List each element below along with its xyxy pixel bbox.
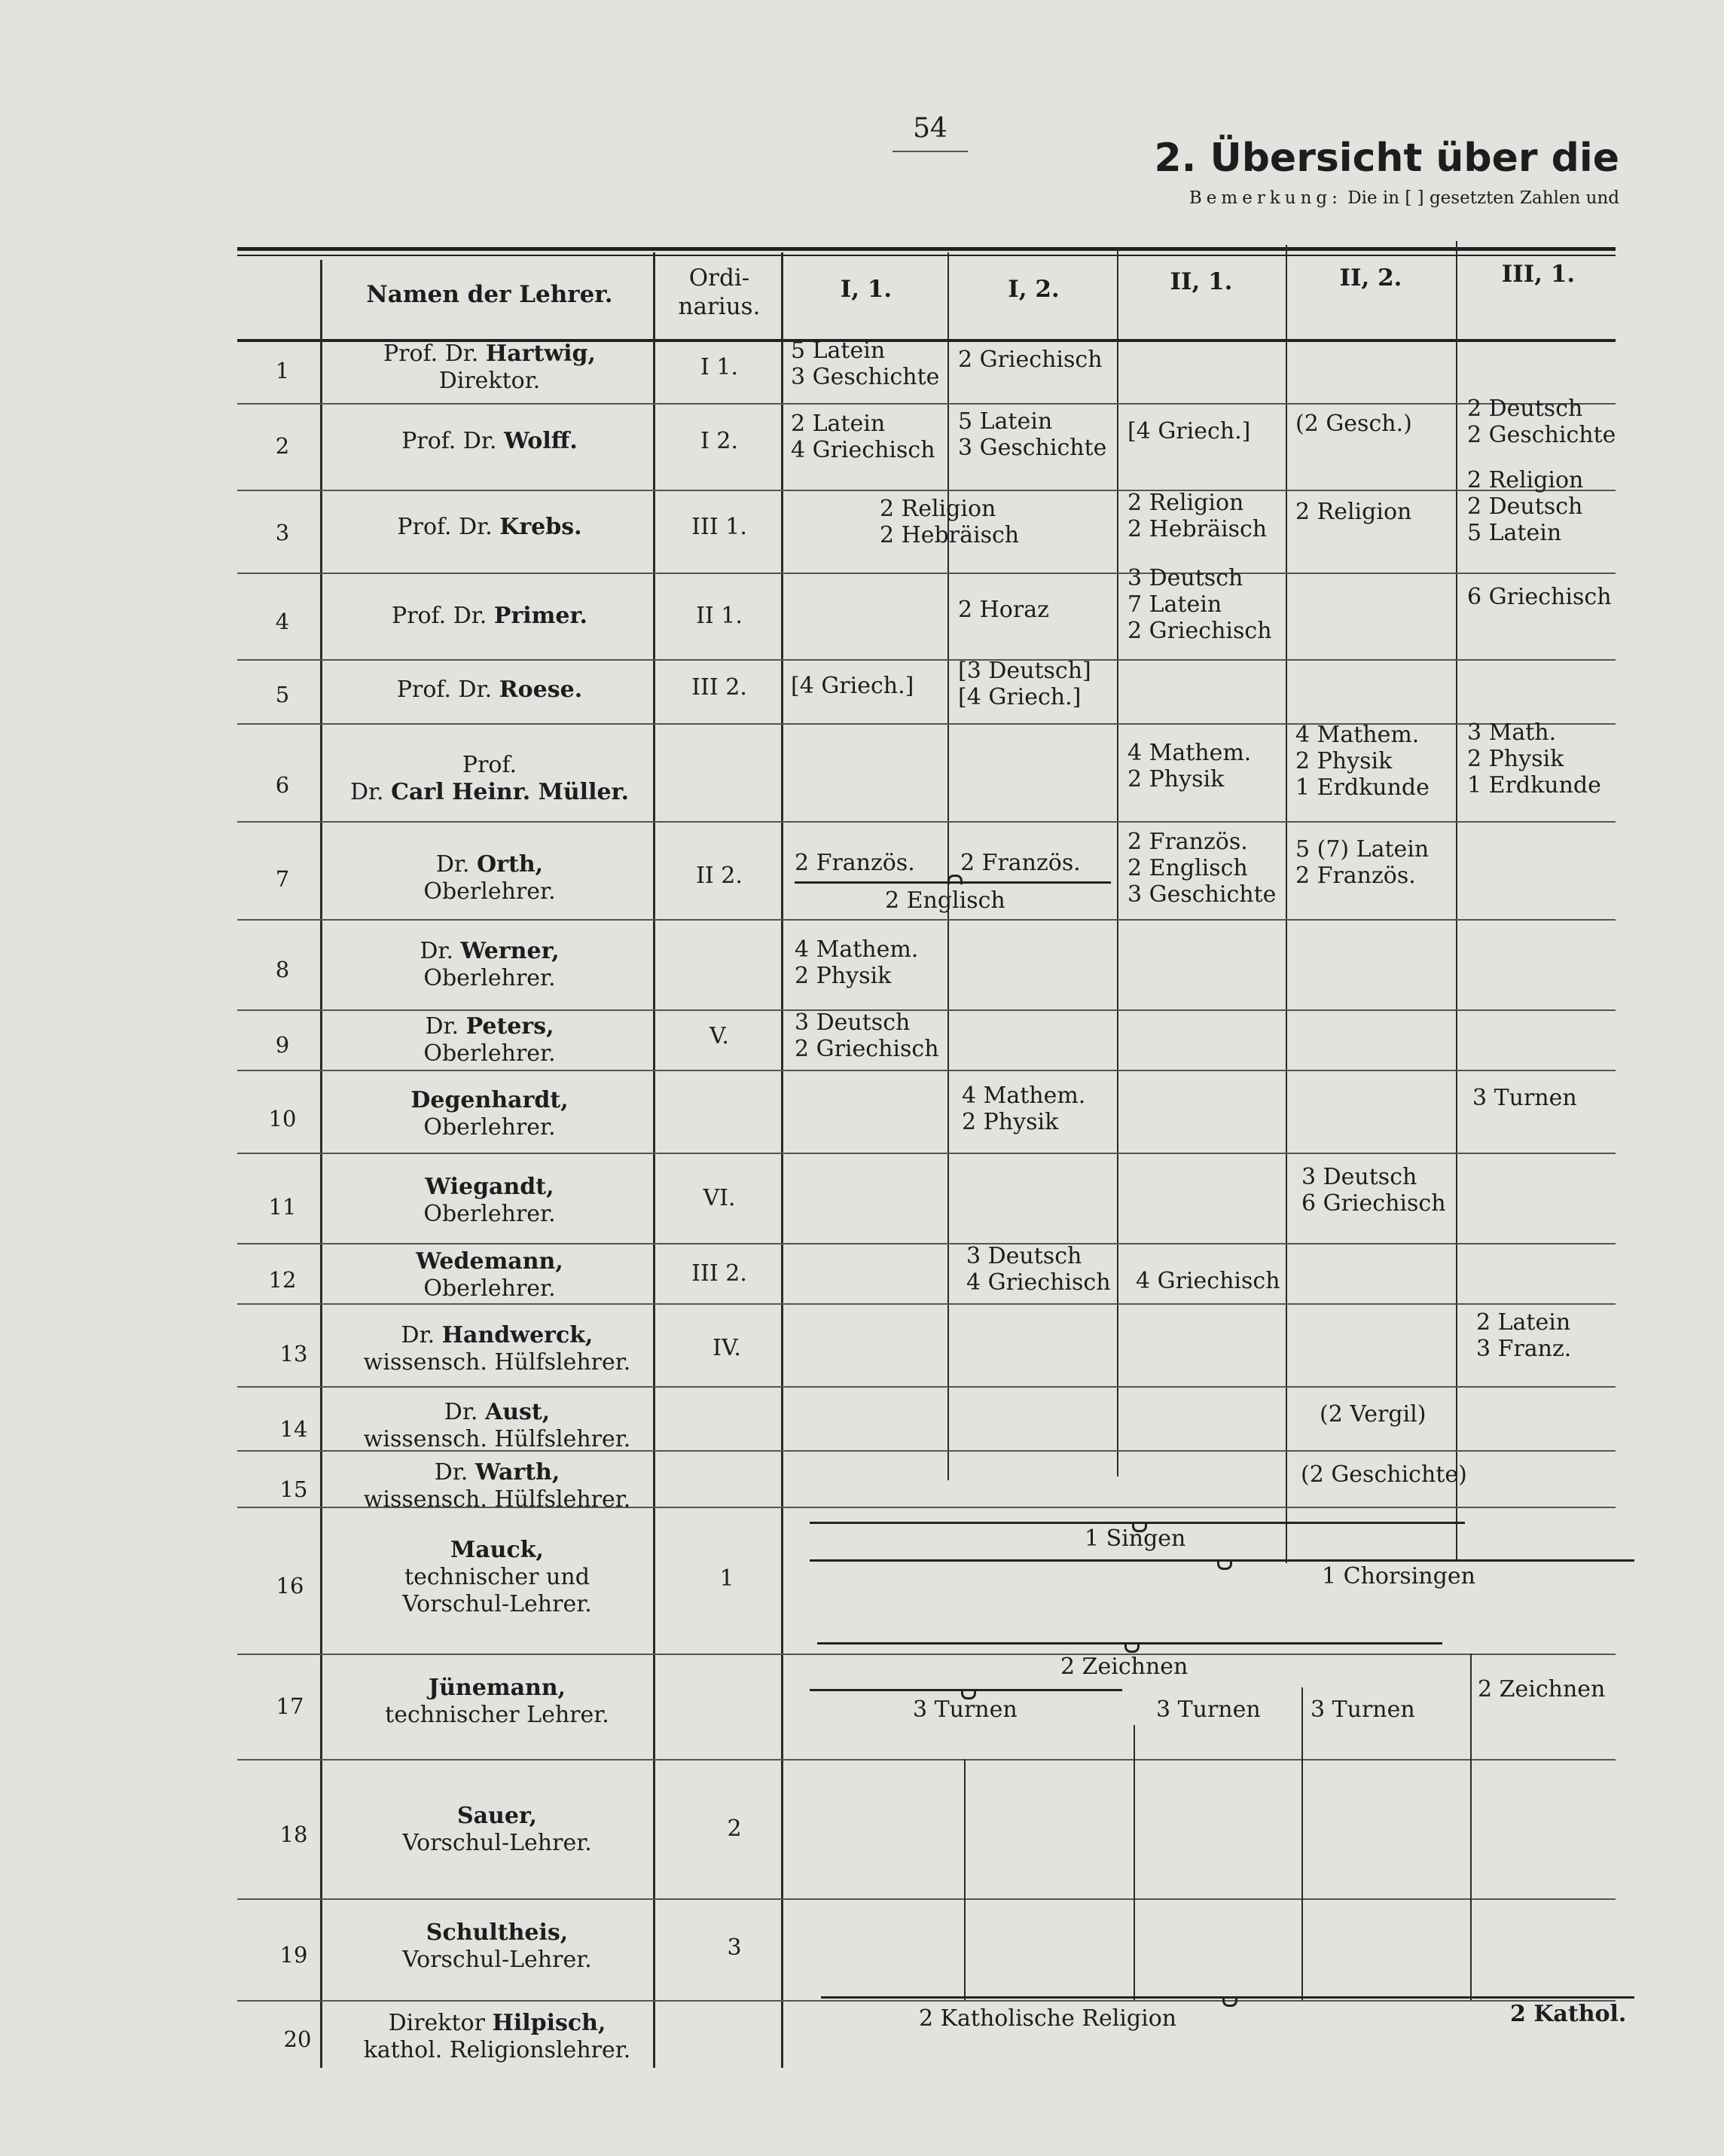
remark-label: Bemerkung: — [1188, 188, 1342, 208]
row-sep — [237, 490, 1616, 491]
ordinarius: II 2. — [696, 863, 743, 889]
ordinarius: 2 — [727, 1815, 742, 1842]
row-number: 13 — [279, 1341, 308, 1367]
col-line-c2 — [1117, 249, 1118, 1477]
lesson-cell: 3 Deutsch 2 Griechisch — [795, 1009, 939, 1062]
row-number: 4 — [275, 609, 290, 634]
row-sep — [237, 1243, 1616, 1244]
lesson-cell: 2 Religion — [1295, 499, 1412, 525]
ordinarius: III 2. — [691, 1260, 747, 1287]
page-number: 54 — [913, 113, 947, 144]
teacher-name: Direktor Hilpisch, kathol. Religionslehrer. — [363, 2010, 631, 2063]
lesson-cell: 3 Deutsch 7 Latein 2 Griechisch — [1127, 565, 1272, 644]
lesson-cell: 2 Französ. 2 Englisch 3 Geschichte — [1127, 829, 1277, 908]
row-number: 5 — [275, 682, 290, 707]
lesson-cell: 5 (7) Latein 2 Französ. — [1295, 836, 1430, 889]
lesson-cell-span: 3 Turnen — [913, 1696, 1018, 1723]
teacher-name: Prof. Dr. Primer. — [392, 603, 587, 629]
col-line-c3 — [1286, 245, 1287, 1563]
lesson-cell: 4 Mathem. 2 Physik 1 Erdkunde — [1295, 722, 1430, 801]
teacher-name: Dr. Orth, Oberlehrer. — [423, 851, 556, 905]
teacher-name: Dr. Werner, Oberlehrer. — [420, 938, 560, 991]
lesson-cell: 4 Griechisch — [1136, 1268, 1280, 1294]
ordinarius: II 1. — [696, 603, 743, 629]
row-number: 19 — [279, 1942, 308, 1968]
row-sep — [237, 1759, 1616, 1761]
row-sep — [237, 659, 1616, 661]
header-ord-line1: Ordi- — [688, 264, 750, 292]
remark-line — [979, 188, 1619, 208]
row-sep — [237, 919, 1616, 921]
span-brace — [810, 1559, 1634, 1562]
lesson-cell: 4 Mathem. 2 Physik — [1127, 740, 1252, 792]
row-sep — [237, 1303, 1616, 1305]
lesson-cell: 2 Griechisch — [958, 347, 1103, 373]
row-number: 18 — [279, 1822, 308, 1847]
row-number: 14 — [279, 1416, 308, 1442]
teacher-name: Prof. Dr. Roese. — [396, 676, 583, 703]
lesson-cell: 4 Mathem. 2 Physik — [962, 1083, 1086, 1135]
header-top-rule — [237, 247, 1616, 251]
col-line-num — [320, 260, 322, 2068]
page-title: 2. Übersicht über die — [1154, 136, 1619, 181]
row-number: 20 — [283, 2026, 312, 2052]
row-number: 11 — [268, 1194, 297, 1220]
ordinarius: VI. — [703, 1185, 736, 1211]
row-number: 15 — [279, 1477, 308, 1502]
col-line-lower — [964, 1759, 966, 2000]
lesson-cell: 3 Deutsch 4 Griechisch — [966, 1243, 1111, 1296]
ordinarius: V. — [709, 1023, 729, 1049]
col-line-c1 — [947, 252, 949, 1480]
ordinarius: 3 — [727, 1935, 742, 1961]
row-sep — [237, 1654, 1616, 1655]
lesson-cell: 2 Horaz — [958, 597, 1049, 623]
lesson-cell: 2 Latein 4 Griechisch — [791, 411, 935, 463]
col-line-c4 — [1456, 241, 1457, 1559]
teacher-name: Degenhardt, Oberlehrer. — [410, 1087, 569, 1141]
lesson-cell: 5 Latein 3 Geschichte — [958, 408, 1107, 461]
teacher-name: Wedemann, Oberlehrer. — [416, 1248, 563, 1302]
lesson-cell: (2 Geschichte) — [1301, 1461, 1467, 1488]
row-number: 16 — [276, 1573, 304, 1599]
lesson-cell: 2 Deutsch 2 Geschichte — [1467, 395, 1616, 448]
teacher-name: Dr. Aust, wissensch. Hülfslehrer. — [363, 1399, 631, 1452]
header-col-I2: I, 2. — [1008, 276, 1060, 303]
header-col-II2: II, 2. — [1339, 264, 1402, 292]
row-number: 3 — [275, 520, 290, 545]
lesson-cell: [4 Griech.] — [791, 673, 914, 699]
col-line-lower — [1134, 1725, 1135, 2000]
teacher-name: Schultheis, Vorschul-Lehrer. — [402, 1919, 592, 1973]
row-number: 9 — [275, 1032, 290, 1058]
lesson-cell: 2 Französ. — [795, 850, 915, 876]
span-brace — [821, 1996, 1634, 1999]
ordinarius: III 1. — [691, 514, 747, 540]
teacher-name: Prof. Dr. Carl Heinr. Müller. — [349, 752, 630, 805]
row-number: 12 — [268, 1267, 297, 1293]
span-brace — [795, 881, 1111, 884]
lesson-cell-span: 2 Katholische Religion — [919, 2005, 1177, 2032]
span-brace — [810, 1689, 1122, 1691]
teacher-name: Jünemann, technischer Lehrer. — [385, 1675, 609, 1728]
row-sep — [237, 1070, 1616, 1071]
ordinarius: I 1. — [700, 354, 738, 380]
lesson-cell-span: 2 Englisch — [885, 887, 1005, 914]
row-number: 10 — [268, 1106, 297, 1131]
lesson-cell: [3 Deutsch] [4 Griech.] — [958, 658, 1091, 710]
lesson-cell-span: 1 Singen — [1085, 1525, 1186, 1552]
row-number: 7 — [275, 866, 290, 892]
page-number-rule — [893, 151, 968, 152]
row-sep — [237, 1386, 1616, 1388]
header-col-III1: III, 1. — [1501, 261, 1576, 288]
lesson-cell: 3 Turnen — [1311, 1696, 1415, 1723]
lesson-cell: 2 Zeichnen — [1478, 1676, 1606, 1703]
teacher-name: Dr. Peters, Oberlehrer. — [423, 1013, 556, 1067]
lesson-cell-span: 1 Chorsingen — [1322, 1563, 1475, 1590]
lesson-cell: 2 Religion 2 Deutsch 5 Latein — [1467, 467, 1584, 546]
lesson-cell: (2 Vergil) — [1320, 1401, 1426, 1428]
remark-text: Die in [ ] gesetzten Zahlen und — [1347, 188, 1619, 208]
ordinarius: 1 — [719, 1565, 734, 1592]
lesson-cell-span: 2 Religion 2 Hebräisch — [880, 496, 1020, 548]
row-number: 17 — [276, 1693, 304, 1719]
col-line-lower — [1301, 1687, 1303, 2000]
header-name: Namen der Lehrer. — [366, 281, 613, 308]
row-sep — [237, 1153, 1616, 1154]
header-ord-line2: narius. — [678, 293, 761, 320]
row-sep — [237, 1898, 1616, 1900]
row-sep — [237, 403, 1616, 405]
header-top-rule-thin — [237, 255, 1616, 256]
lesson-cell: 3 Math. 2 Physik 1 Erdkunde — [1467, 719, 1601, 799]
row-number: 2 — [275, 433, 290, 459]
teacher-name: Sauer, Vorschul-Lehrer. — [402, 1803, 592, 1856]
span-brace — [810, 1522, 1465, 1524]
lesson-cell: 3 Turnen — [1156, 1696, 1261, 1723]
lesson-cell: 3 Deutsch 6 Griechisch — [1301, 1164, 1446, 1217]
col-line-lower — [1470, 1654, 1472, 2000]
lesson-cell: 2 Kathol. — [1510, 2001, 1627, 2027]
row-number: 8 — [275, 957, 290, 982]
header-ordinarius — [655, 264, 783, 321]
ordinarius: IV. — [712, 1335, 741, 1361]
lesson-cell: 3 Turnen — [1472, 1085, 1577, 1111]
teacher-name: Prof. Dr. Hartwig, Direktor. — [383, 341, 596, 394]
header-col-II1: II, 1. — [1170, 268, 1233, 295]
row-sep — [237, 573, 1616, 574]
lesson-cell: 6 Griechisch — [1467, 584, 1612, 610]
teacher-name: Dr. Warth, wissensch. Hülfslehrer. — [363, 1459, 631, 1513]
span-brace — [817, 1642, 1442, 1644]
lesson-cell: [4 Griech.] — [1127, 418, 1251, 444]
lesson-cell: 2 Latein 3 Franz. — [1476, 1309, 1572, 1362]
lesson-cell: (2 Gesch.) — [1295, 411, 1412, 437]
header-col-I1: I, 1. — [840, 276, 893, 303]
teacher-name: Prof. Dr. Krebs. — [397, 514, 582, 540]
row-number: 1 — [275, 358, 290, 383]
ordinarius: I 2. — [700, 428, 738, 454]
lesson-cell: 2 Religion 2 Hebräisch — [1127, 490, 1268, 542]
row-number: 6 — [275, 772, 290, 798]
teacher-name: Dr. Handwerck, wissensch. Hülfslehrer. — [363, 1322, 631, 1376]
row-sep — [237, 821, 1616, 823]
lesson-cell: 5 Latein 3 Geschichte — [791, 337, 940, 390]
teacher-name: Prof. Dr. Wolff. — [401, 428, 578, 454]
lesson-cell: 2 Französ. — [960, 850, 1081, 876]
lesson-cell-span: 2 Zeichnen — [1060, 1654, 1188, 1680]
lesson-cell: 4 Mathem. 2 Physik — [795, 936, 919, 989]
ordinarius: III 2. — [691, 674, 747, 701]
teacher-name: Mauck, technischer und Vorschul-Lehrer. — [402, 1537, 592, 1617]
teacher-name: Wiegandt, Oberlehrer. — [423, 1174, 556, 1227]
row-sep — [237, 2000, 1616, 2002]
